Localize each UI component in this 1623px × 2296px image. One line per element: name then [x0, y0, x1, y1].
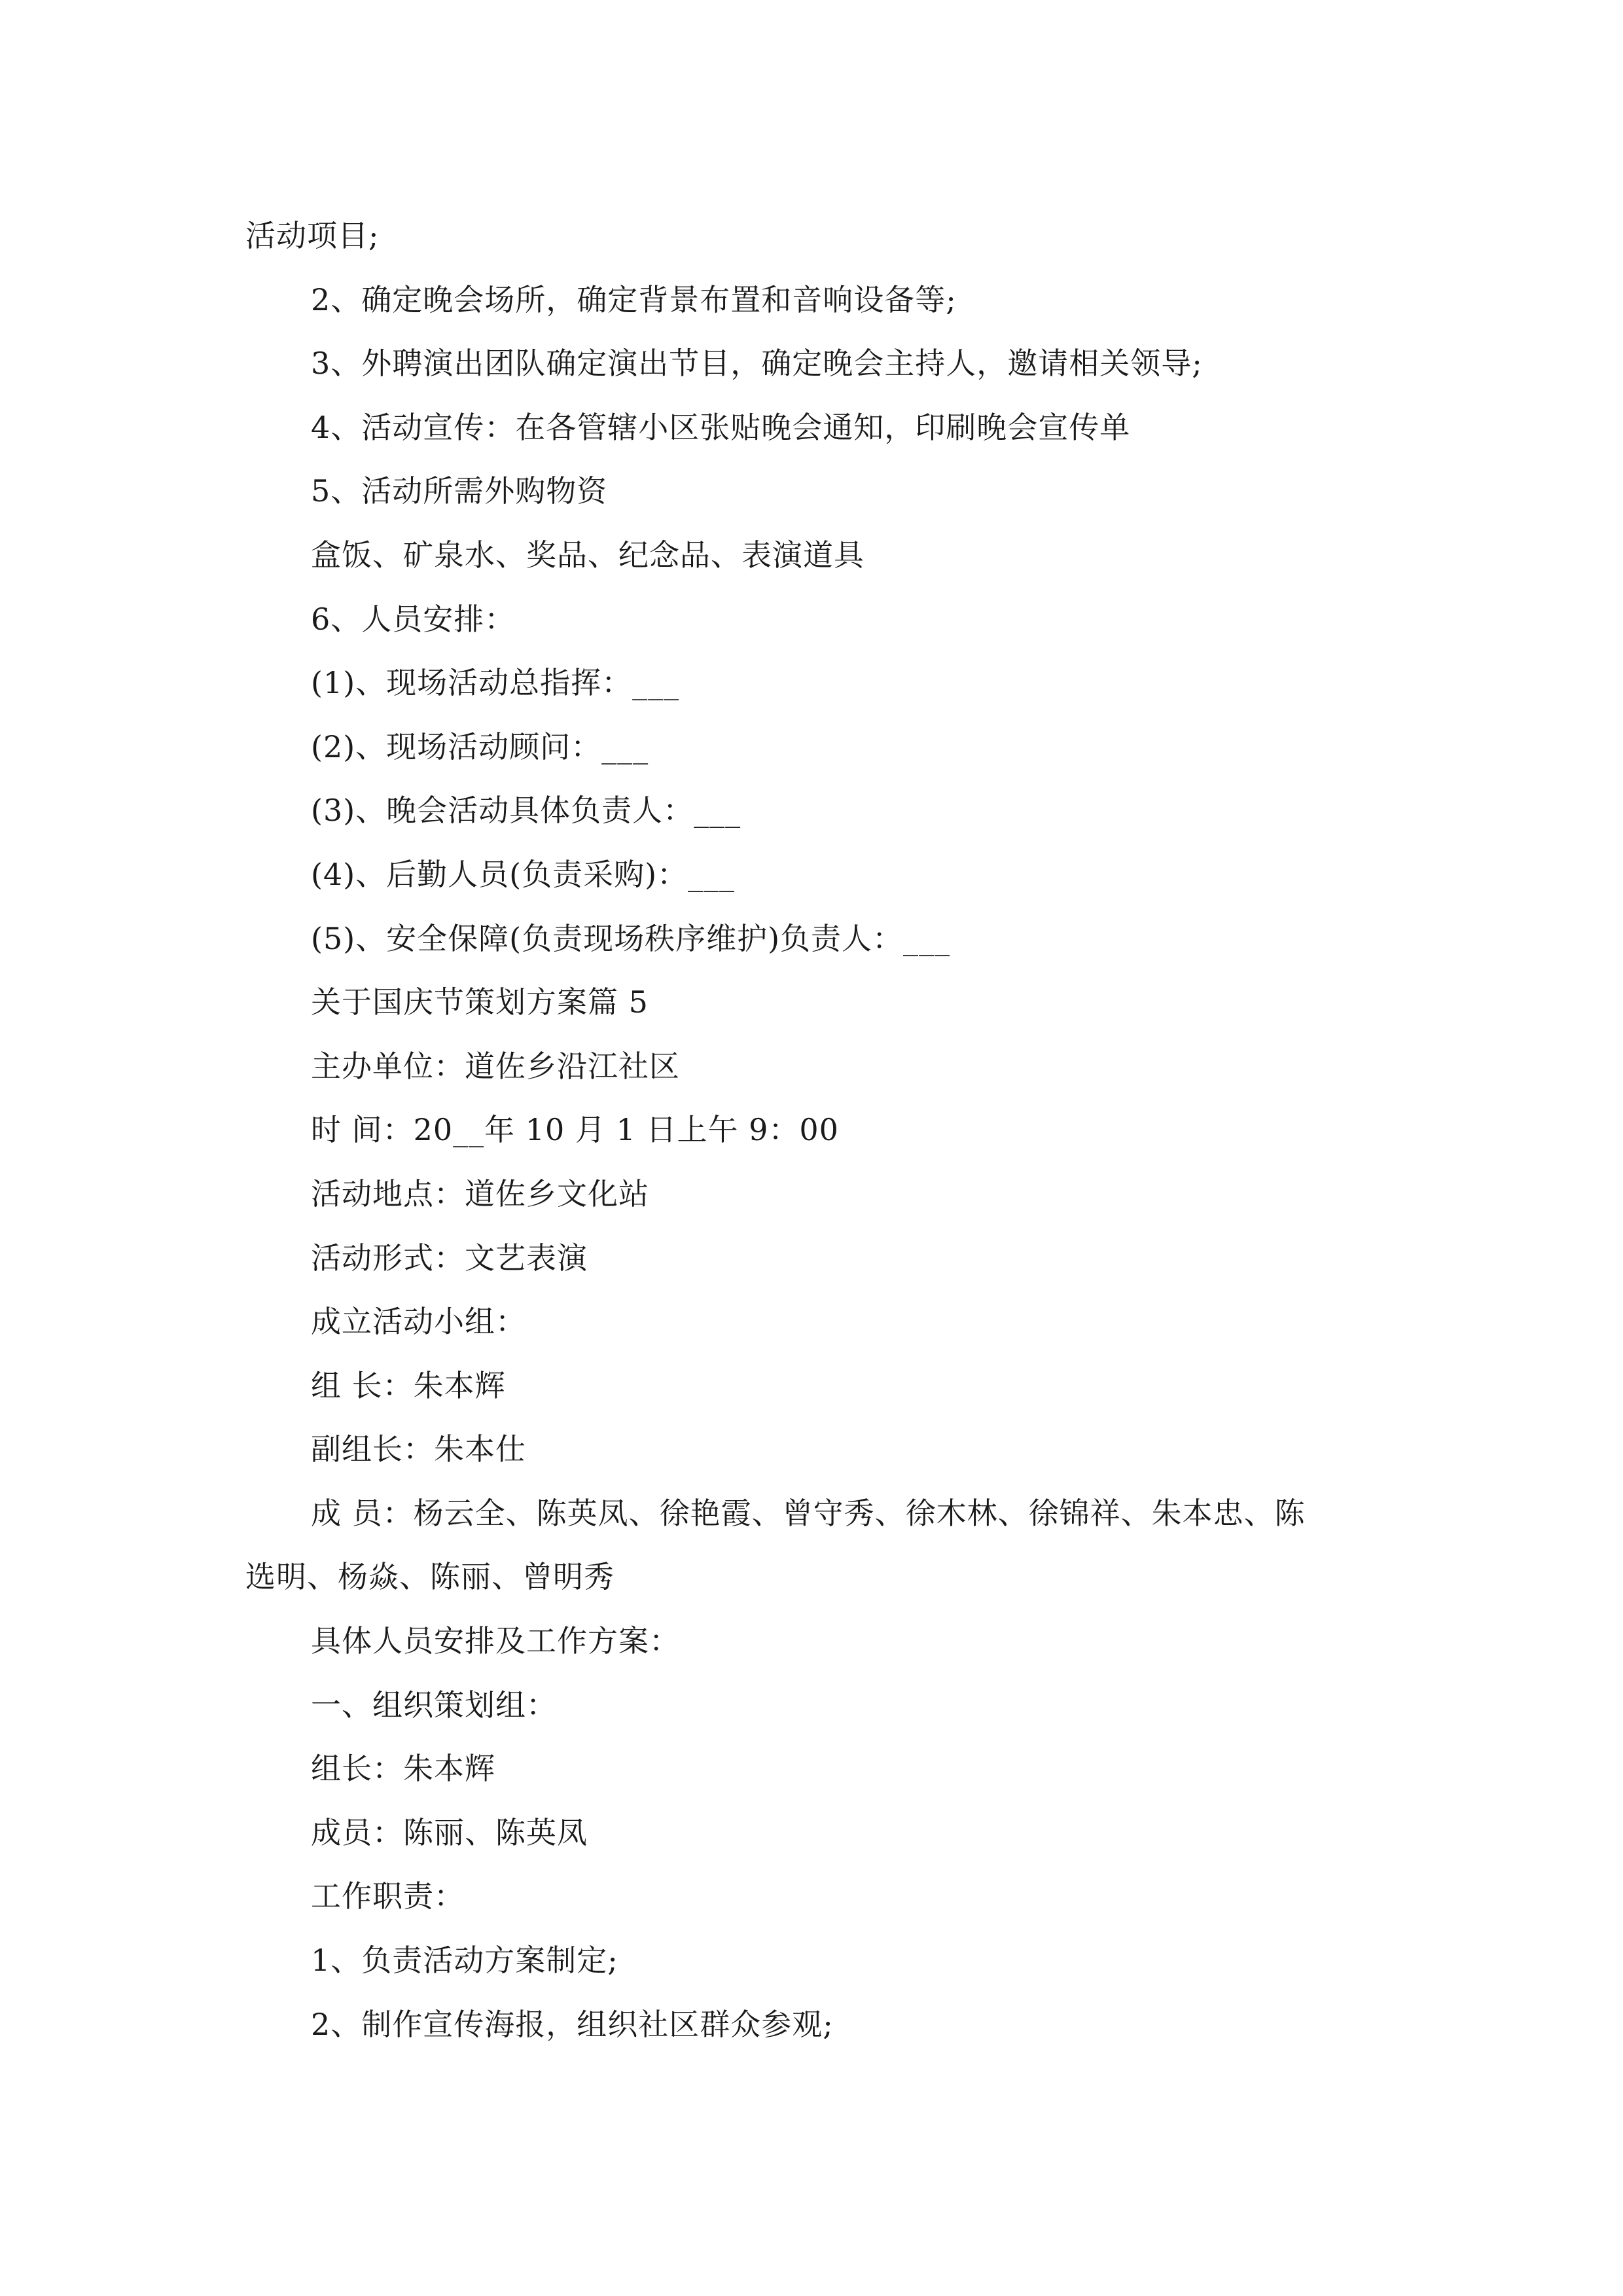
text-line: (1)、现场活动总指挥：___	[311, 665, 680, 701]
text-line: 成员：陈丽、陈英凤	[311, 1814, 588, 1850]
text-line: 1、负责活动方案制定;	[311, 1943, 618, 1979]
text-line: 活动形式：文艺表演	[311, 1240, 588, 1276]
text-line: 工作职责：	[311, 1878, 465, 1914]
text-line: 一、组织策划组：	[311, 1687, 557, 1723]
text-line: 副组长：朱本仕	[311, 1431, 526, 1467]
text-line: 5、活动所需外购物资	[311, 473, 608, 509]
text-line: 2、确定晚会场所，确定背景布置和音响设备等;	[311, 281, 957, 317]
text-line: 组长：朱本辉	[311, 1751, 495, 1787]
text-line: 成立活动小组：	[311, 1304, 526, 1340]
text-line: 主办单位：道佐乡沿江社区	[311, 1048, 680, 1084]
section-heading: 关于国庆节策划方案篇 5	[311, 984, 649, 1020]
text-line: 活动地点：道佐乡文化站	[311, 1175, 649, 1211]
text-line: (2)、现场活动顾问：___	[311, 728, 649, 764]
text-line: 盒饭、矿泉水、奖品、纪念品、表演道具	[311, 537, 865, 573]
text-line: 3、外聘演出团队确定演出节目，确定晚会主持人，邀请相关领导;	[311, 346, 1203, 382]
text-line: 时 间：20__年 10 月 1 日上午 9：00	[311, 1112, 839, 1148]
text-line: 2、制作宣传海报，组织社区群众参观;	[311, 2006, 834, 2042]
text-line: (3)、晚会活动具体负责人：___	[311, 793, 741, 829]
text-line: 4、活动宣传：在各管辖小区张贴晚会通知，印刷晚会宣传单	[311, 409, 1131, 445]
text-line: 6、人员安排：	[311, 601, 516, 637]
text-line: 活动项目;	[245, 218, 380, 253]
text-line: 成 员：杨云全、陈英凤、徐艳霞、曾守秀、徐木林、徐锦祥、朱本忠、陈	[311, 1495, 1306, 1531]
document-body	[245, 204, 1397, 2056]
text-line: (5)、安全保障(负责现场秩序维护)负责人：___	[311, 920, 951, 956]
text-line: 组 长：朱本辉	[311, 1367, 506, 1403]
text-line: 具体人员安排及工作方案：	[311, 1623, 680, 1659]
text-line: 选明、杨焱、陈丽、曾明秀	[245, 1559, 615, 1595]
text-line: (4)、后勤人员(负责采购)：___	[311, 856, 736, 892]
